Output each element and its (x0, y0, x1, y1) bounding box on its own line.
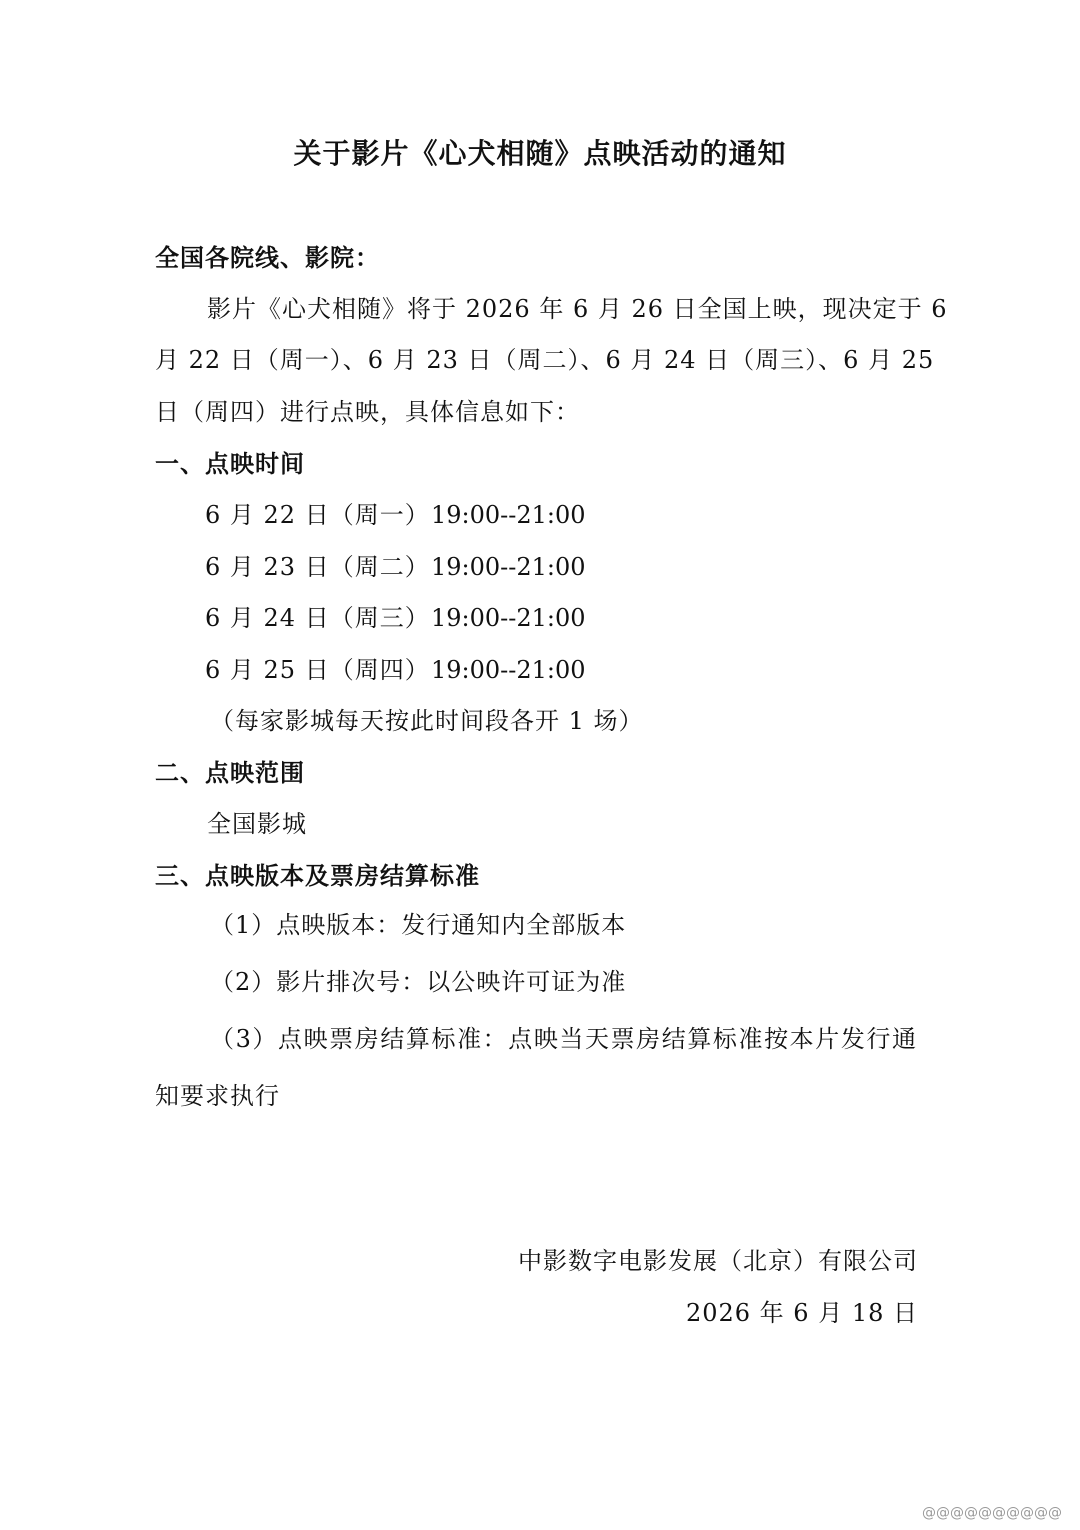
schedule-time: 19:00--21:00 (431, 553, 586, 581)
version-item-2: （2）影片排次号：以公映许可证为准 (210, 968, 627, 996)
intro-line-1: 影片《心犬相随》将于 2026 年 6 月 26 日全国上映，现决定于 6 (207, 295, 948, 323)
section-heading-time: 一、点映时间 (155, 450, 305, 478)
schedule-time: 19:00--21:00 (431, 604, 586, 632)
version-item-1: （1）点映版本：发行通知内全部版本 (210, 911, 627, 939)
document-title: 关于影片《心犬相随》点映活动的通知 (293, 137, 787, 170)
version-item-3: （3）点映票房结算标准：点映当天票房结算标准按本片发行通 (210, 1025, 917, 1053)
schedule-time: 19:00--21:00 (431, 501, 586, 529)
schedule-note: （每家影城每天按此时间段各开 1 场） (210, 707, 644, 735)
intro-line-3: 日（周四）进行点映，具体信息如下： (155, 398, 580, 426)
section-heading-version: 三、点映版本及票房结算标准 (155, 862, 480, 890)
schedule-row (205, 500, 586, 530)
scope-body: 全国影城 (207, 810, 307, 838)
signature-organization: 中影数字电影发展（北京）有限公司 (518, 1247, 918, 1275)
schedule-row (205, 552, 586, 582)
salutation: 全国各院线、影院： (155, 244, 380, 272)
schedule-date: 6 月 25 日（周四） (205, 656, 430, 684)
schedule-date: 6 月 22 日（周一） (205, 501, 430, 529)
signature-date: 2026 年 6 月 18 日 (685, 1299, 918, 1327)
version-item-3-continued: 知要求执行 (155, 1082, 280, 1110)
schedule-row (205, 603, 586, 633)
schedule-date: 6 月 24 日（周三） (205, 604, 430, 632)
schedule-time: 19:00--21:00 (431, 656, 586, 684)
schedule-date: 6 月 23 日（周二） (205, 553, 430, 581)
section-heading-scope: 二、点映范围 (155, 759, 305, 787)
intro-line-2: 月 22 日（周一）、6 月 23 日（周二）、6 月 24 日（周三）、6 月 25 (155, 346, 935, 374)
schedule-row (205, 655, 586, 685)
watermark: @@@@@@@@@@ (922, 1505, 1062, 1521)
